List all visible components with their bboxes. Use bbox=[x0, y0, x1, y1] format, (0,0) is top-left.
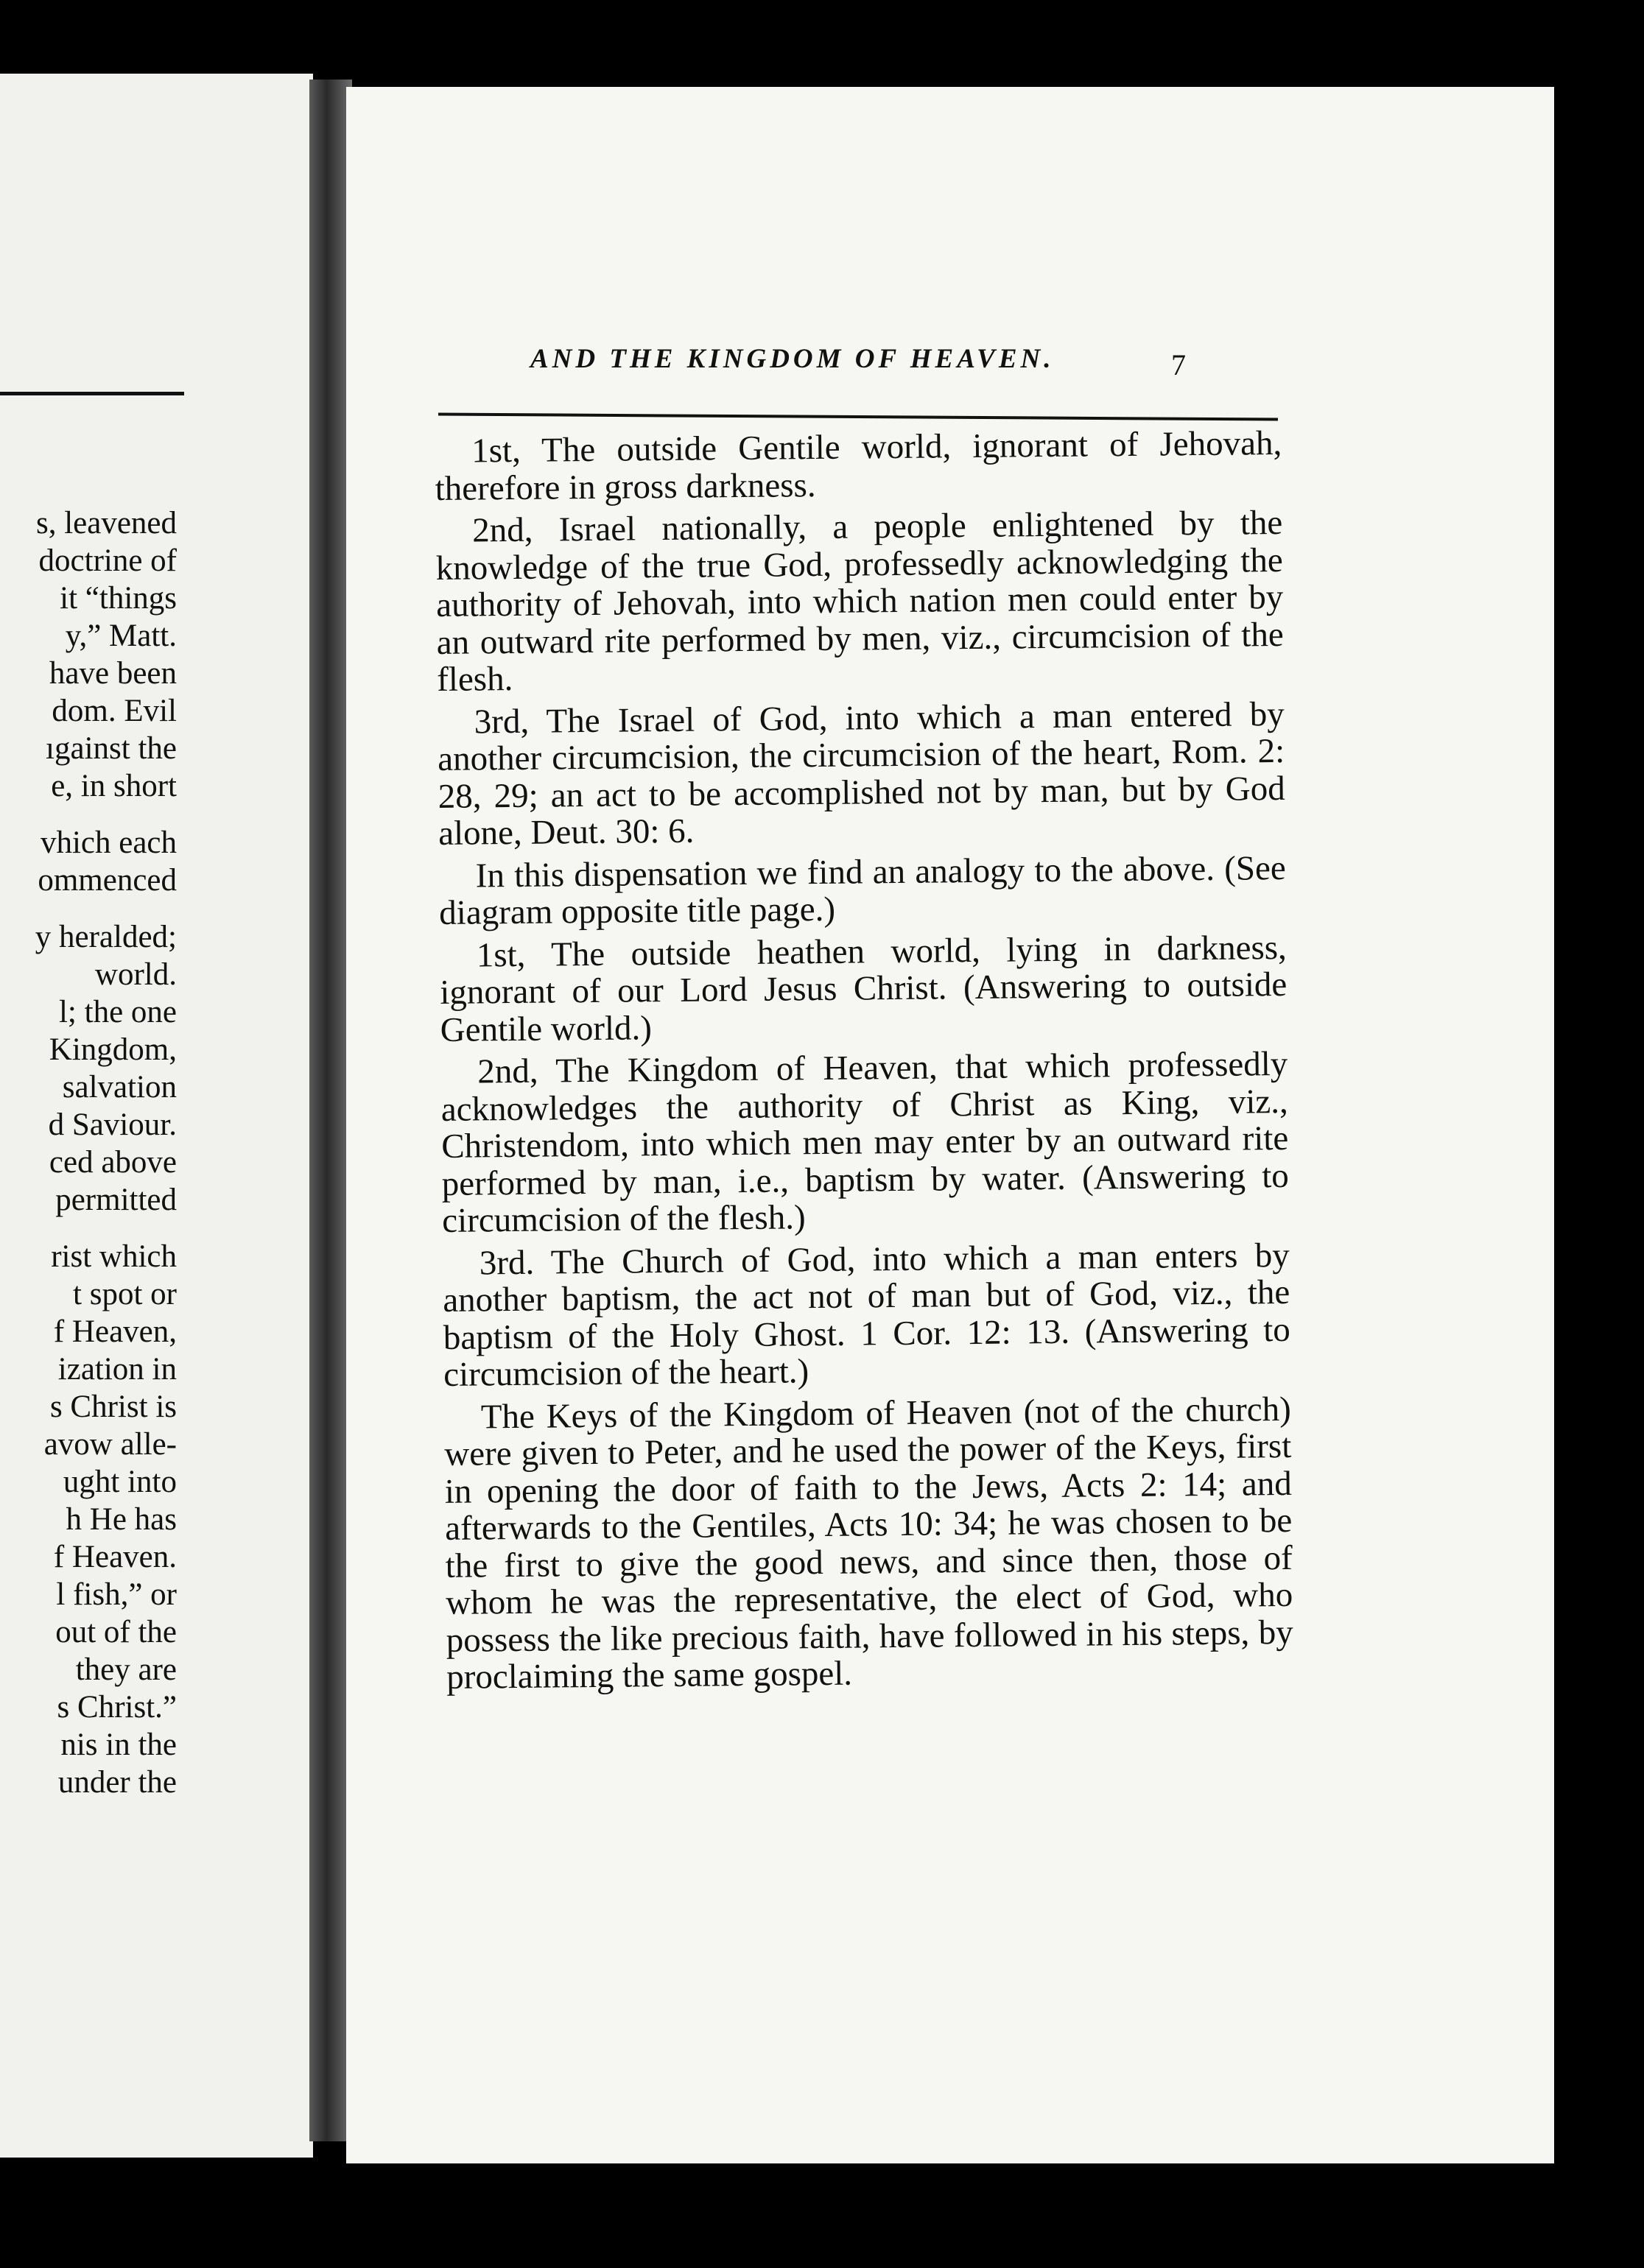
right-page bbox=[346, 87, 1554, 2163]
left-page-line: l fish,” or bbox=[56, 1577, 177, 1612]
left-page-line bbox=[0, 1219, 177, 1238]
paragraph: 2nd, The Kingdom of Heaven, that which professedly acknowledges the authority of Christ as King, viz., Christendom, into which men may enter by an outward rite performed by man, i.e., baptism by water. (Answering to circumcision of the flesh.) bbox=[440, 1044, 1289, 1240]
left-header-rule bbox=[0, 392, 184, 395]
paragraph: 1st, The outside heathen world, lying in darkness, ignorant of our Lord Jesus Christ. (Answering to outside Gentile world.) bbox=[440, 928, 1288, 1049]
left-page-line: it “things bbox=[60, 581, 177, 616]
left-page-line: avow alle- bbox=[43, 1427, 177, 1462]
left-page-line: dom. Evil bbox=[52, 694, 177, 728]
left-page-line bbox=[0, 805, 177, 824]
paragraph: 2nd, Israel nationally, a people enlightened by the knowledge of the true God, professedly acknowledging the authority of Jehovah, into which nation men could enter by an outward rite performed by men, viz., circumcision of the flesh. bbox=[435, 503, 1284, 699]
left-page-line: ught into bbox=[63, 1465, 177, 1499]
left-page-line: nis in the bbox=[60, 1728, 177, 1762]
left-page-line: y,” Matt. bbox=[65, 619, 177, 653]
left-page-line: permitted bbox=[55, 1183, 177, 1217]
left-page-line: ommenced bbox=[38, 863, 177, 898]
left-page-line: s, leavened bbox=[35, 506, 177, 540]
paragraph: In this dispensation we find an analogy to the above. (See diagram opposite title page.) bbox=[439, 848, 1286, 932]
left-page-line: ced above bbox=[49, 1145, 177, 1180]
left-page-text bbox=[0, 504, 177, 1801]
left-page-line: world. bbox=[94, 957, 177, 992]
left-page-line: f Heaven, bbox=[53, 1314, 177, 1349]
left-page-line: under the bbox=[57, 1765, 177, 1800]
left-page-line: ization in bbox=[57, 1352, 177, 1387]
left-page-line: e, in short bbox=[51, 769, 177, 803]
left-page-line: t spot or bbox=[73, 1277, 177, 1311]
header-rule bbox=[438, 413, 1278, 421]
page-number: 7 bbox=[1171, 348, 1186, 381]
paragraph: 3rd, The Israel of God, into which a man entered by another circumcision, the circumcision of the heart, Rom. 2: 28, 29; an act to be accomplished not by man, but by God alone, Deut. 30: 6. bbox=[438, 694, 1285, 853]
left-page-line: they are bbox=[75, 1652, 177, 1687]
left-page-line: doctrine of bbox=[38, 543, 177, 578]
paragraph: 3rd. The Church of God, into which a man enters by another baptism, the act not of man but of God, viz., the baptism of the Holy Ghost. 1 Cor. 12: 13. (Answering to circumcision of the heart.) bbox=[443, 1236, 1290, 1394]
left-page-line: salvation bbox=[62, 1070, 177, 1105]
paragraph: 1st, The outside Gentile world, ignorant of Jehovah, therefore in gross darkness. bbox=[435, 423, 1282, 508]
paragraph: The Keys of the Kingdom of Heaven (not of the church) were given to Peter, and he used the power of the Keys, first in opening the door of faith to the Jews, Acts 2: 14; and afterwards to the Gentiles, Acts 10: 34; he was chosen to be the first to give the good news, and since then, those of whom he was the representative, the elect of God, who possess the like precious faith, have followed in his steps, by proclaiming the same gospel. bbox=[444, 1390, 1293, 1697]
left-page-line: vhich each bbox=[40, 825, 177, 860]
left-page-line: s Christ.” bbox=[57, 1690, 177, 1725]
left-page-line: ıgainst the bbox=[46, 731, 177, 766]
left-page-line: d Saviour. bbox=[48, 1107, 177, 1142]
left-page-line: have been bbox=[49, 656, 177, 691]
left-page bbox=[0, 74, 313, 2158]
left-page-line: s Christ is bbox=[49, 1390, 177, 1424]
left-page-line: rist which bbox=[51, 1239, 177, 1274]
left-page-line: f Heaven. bbox=[53, 1540, 177, 1574]
left-page-line bbox=[0, 899, 177, 918]
left-page-line: out of the bbox=[55, 1615, 177, 1649]
running-head-title: AND THE KINGDOM OF HEAVEN. bbox=[530, 344, 1055, 374]
body-text bbox=[435, 425, 1293, 1701]
left-page-line: l; the one bbox=[58, 995, 177, 1029]
left-page-line: h He has bbox=[66, 1502, 177, 1537]
left-page-line: Kingdom, bbox=[49, 1032, 177, 1067]
left-page-line: y heralded; bbox=[35, 920, 177, 954]
